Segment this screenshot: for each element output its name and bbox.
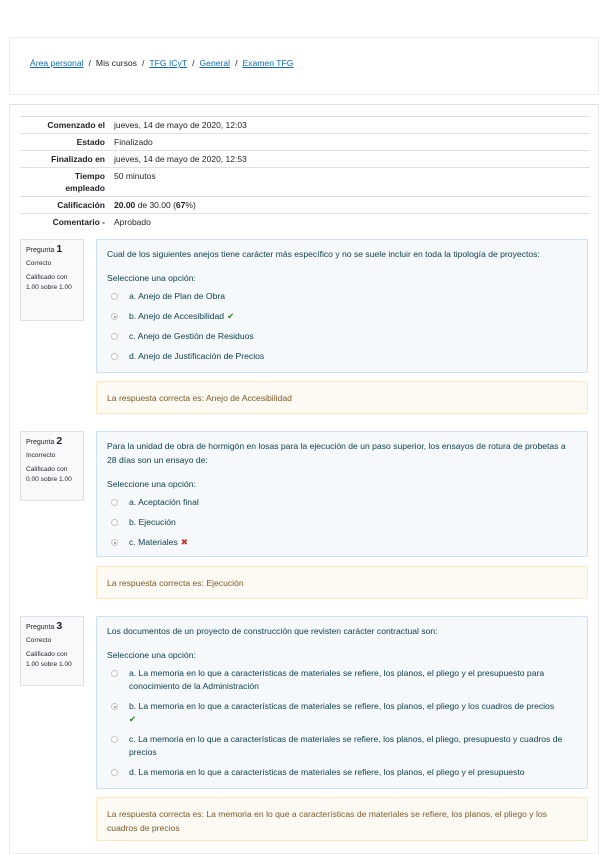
cross-icon: ✖ <box>180 537 188 547</box>
answer-option-selected[interactable] <box>107 536 577 549</box>
breadcrumb-tfg-icyt[interactable]: TFG ICyT <box>149 58 188 68</box>
question-grade: Calificado con 1.00 sobre 1.00 <box>26 651 72 668</box>
summary-label: Comenzado el <box>47 120 105 130</box>
summary-value: jueves, 14 de mayo de 2020, 12:53 <box>114 154 247 164</box>
question-state: Correcto <box>26 637 52 644</box>
summary-row-time <box>20 168 590 197</box>
answer-option[interactable] <box>107 290 577 303</box>
summary-label-line1: Tiempo <box>74 171 105 181</box>
correct-answer-text: La respuesta correcta es: Anejo de Accesibilidad <box>107 393 292 403</box>
summary-label: Comentario - <box>52 217 105 227</box>
question-content-1 <box>96 239 588 373</box>
question-content-3 <box>96 616 588 789</box>
question-number: Pregunta 3 <box>26 620 63 632</box>
question-state: Incorrecto <box>26 452 56 459</box>
grade-total: de 30.00 ( <box>135 200 176 210</box>
question-info-3 <box>20 616 84 686</box>
check-icon: ✔ <box>227 311 235 321</box>
question-number: Pregunta 1 <box>26 243 63 255</box>
radio-icon[interactable] <box>111 353 118 360</box>
summary-label: Calificación <box>57 200 105 210</box>
check-icon: ✔ <box>129 714 137 724</box>
breadcrumb-separator: / <box>192 58 195 68</box>
question-text: Cual de los siguientes anejos tiene carácter más específico y no se suele incluir en toda la tipología de proyectos: <box>107 249 540 259</box>
breadcrumb-area-personal[interactable]: Área personal <box>30 58 84 68</box>
breadcrumb-panel <box>9 37 599 95</box>
option-label: a. Aceptación final <box>129 497 199 507</box>
summary-row-finished <box>20 151 590 168</box>
summary-value <box>109 197 196 213</box>
summary-row-state <box>20 134 590 151</box>
question-content-2 <box>96 431 588 557</box>
question-text: Los documentos de un proyecto de construcción que revisten carácter contractual son: <box>107 626 438 636</box>
radio-icon[interactable] <box>111 670 118 677</box>
grade-end: %) <box>185 200 196 210</box>
feedback-box-2 <box>96 566 588 599</box>
summary-label-line2: empleado <box>65 183 105 193</box>
summary-row-comment <box>20 214 590 230</box>
radio-icon[interactable] <box>111 519 118 526</box>
correct-answer-text: La respuesta correcta es: Ejecución <box>107 578 244 588</box>
answer-option-selected[interactable] <box>107 700 577 726</box>
feedback-box-3 <box>96 797 588 841</box>
question-text: Para la unidad de obra de hormigón en losas para la ejecución de un paso superior, los ensayos de rotura de probetas a 28 días son un ensayo de: <box>107 441 566 465</box>
radio-selected-icon[interactable] <box>111 313 118 320</box>
breadcrumb-general[interactable]: General <box>199 58 231 68</box>
summary-value: Aprobado <box>114 217 151 227</box>
radio-icon[interactable] <box>111 333 118 340</box>
option-label: d. Anejo de Justificación de Precios <box>129 351 265 361</box>
breadcrumb-mis-cursos: Mis cursos <box>95 58 137 68</box>
summary-label: Estado <box>76 137 105 147</box>
grade-score: 20.00 <box>114 200 136 210</box>
option-label: c. Materiales <box>129 537 178 547</box>
summary-label: Finalizado en <box>51 154 105 164</box>
answer-option[interactable] <box>107 496 577 509</box>
attempt-summary-table <box>20 116 590 230</box>
question-info-1 <box>20 239 84 321</box>
answer-option[interactable] <box>107 516 577 529</box>
summary-row-started <box>20 117 590 134</box>
question-grade: Calificado con 0.00 sobre 1.00 <box>26 466 72 483</box>
option-label: c. Anejo de Gestión de Residuos <box>129 331 254 341</box>
option-label: a. Anejo de Plan de Obra <box>129 291 226 301</box>
option-label: c. La memoria en lo que a características de materiales se refiere, los planos, el pliego, presupuesto y cuadros de precios <box>129 734 563 757</box>
question-number: Pregunta 2 <box>26 435 63 447</box>
answer-option[interactable] <box>107 667 577 693</box>
question-prompt: Seleccione una opción: <box>107 273 196 283</box>
grade-percent: 67 <box>175 200 186 210</box>
summary-label <box>20 168 109 196</box>
radio-icon[interactable] <box>111 769 118 776</box>
answer-option[interactable] <box>107 350 577 363</box>
radio-icon[interactable] <box>111 293 118 300</box>
option-label: a. La memoria en lo que a características de materiales se refiere, los planos, el pliego y el presupuesto para conocimiento de la Administración <box>129 668 545 691</box>
option-label: d. La memoria en lo que a características de materiales se refiere, los planos, el pliego y el presupuesto <box>129 767 525 777</box>
correct-answer-text: La respuesta correcta es: La memoria en lo que a características de materiales se refiere, los planos, el pliego y los cuadros de precios <box>107 809 547 833</box>
option-label: b. Ejecución <box>129 517 176 527</box>
question-prompt: Seleccione una opción: <box>107 479 196 489</box>
answer-option[interactable] <box>107 330 577 343</box>
question-state: Correcto <box>26 260 52 267</box>
answer-option[interactable] <box>107 733 577 759</box>
feedback-box-1 <box>96 381 588 414</box>
option-label: b. La memoria en lo que a características de materiales se refiere, los planos, el pliego y los cuadros de precios ✔ <box>129 701 555 724</box>
option-label: b. Anejo de Accesibilidad <box>129 311 225 321</box>
question-info-2 <box>20 431 84 501</box>
radio-selected-icon[interactable] <box>111 703 118 710</box>
radio-selected-icon[interactable] <box>111 539 118 546</box>
breadcrumb-separator: / <box>235 58 238 68</box>
answer-option[interactable] <box>107 766 577 779</box>
question-prompt: Seleccione una opción: <box>107 650 196 660</box>
radio-icon[interactable] <box>111 736 118 743</box>
breadcrumb-separator: / <box>88 58 91 68</box>
summary-value: Finalizado <box>114 137 153 147</box>
radio-icon[interactable] <box>111 499 118 506</box>
summary-value: 50 minutos <box>114 171 156 181</box>
answer-option-selected[interactable] <box>107 310 577 323</box>
breadcrumb <box>30 58 293 68</box>
summary-value: jueves, 14 de mayo de 2020, 12:03 <box>114 120 247 130</box>
summary-row-grade <box>20 197 590 214</box>
question-grade: Calificado con 1.00 sobre 1.00 <box>26 274 72 291</box>
breadcrumb-examen-tfg[interactable]: Examen TFG <box>242 58 294 68</box>
breadcrumb-separator: / <box>141 58 145 68</box>
